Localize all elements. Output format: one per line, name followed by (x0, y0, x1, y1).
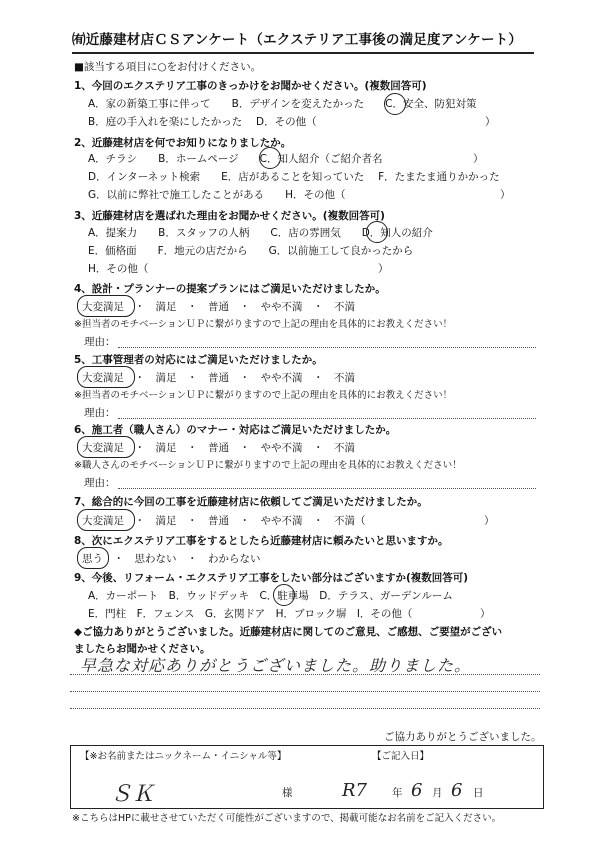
q5-question: 5、工事管理者の対応にはご満足いただけましたか。 (74, 354, 323, 366)
q5-reason-label: 理由： (84, 407, 116, 419)
closing-line-1: ◆ご協力ありがとうございました。近藤建材店に関してのご意見、ご感想、ご要望がござい (74, 626, 503, 638)
page-title: ㈲近藤建材店ＣＳアンケート（エクステリア工事後の満足度アンケート） (72, 30, 534, 54)
instruction: ■該当する項目に○をお付けください。 (74, 61, 262, 73)
q7-paren-close: ） (484, 515, 495, 527)
q5-reason-line[interactable] (118, 418, 536, 419)
q3-options-row1[interactable]: A．提案力 B．スタッフの人柄 C．店の雰囲気 D．知人の紹介 (88, 227, 433, 239)
selected-circle-mark (273, 584, 295, 606)
handwritten-comment: 早急な対応ありがとうございました。助りました。 (80, 656, 472, 675)
day-label: 日 (473, 787, 484, 799)
q2-question: 2、近藤建材店を何でお知りになりましたか。 (74, 137, 292, 149)
q1-question: 1、今回のエクステリア工事のきっかけをお聞かせください。(複数回答可) (74, 80, 427, 92)
q6-reason-line[interactable] (118, 488, 536, 489)
q3-options-row3[interactable]: H．その他（ (88, 263, 149, 275)
month-value[interactable]: 6 (411, 780, 423, 801)
selected-circle-mark (259, 147, 281, 169)
selected-oval-mark (77, 436, 135, 458)
q8-scale[interactable]: 思う ・ 思わない ・ わからない (82, 553, 261, 565)
closing-line-2: ましたらお聞かせください。 (74, 643, 211, 655)
q6-question: 6、施工者（職人さん）のマナー・対応はご満足いただけましたか。 (74, 424, 397, 436)
q4-question: 4、設計・プランナーの提案プランにはご満足いただけましたか。 (74, 283, 386, 295)
date-label: 【ご記入日】 (372, 751, 430, 762)
name-value[interactable]: ＳＫ (110, 782, 155, 807)
selected-circle-mark (384, 93, 406, 115)
name-label: 【※お名前またはニックネーム・イニシャル等】 (80, 751, 287, 762)
selected-oval-mark (77, 295, 135, 317)
q1-options-row2[interactable]: B．庭の手入れを楽にしたかった D．その他（ (88, 116, 317, 128)
q5-scale[interactable]: 大変満足 ・ 満足 ・ 普通 ・ やや不満 ・ 不満 (82, 372, 355, 384)
q1-paren-close: ） (485, 116, 496, 128)
selected-circle-mark (366, 221, 388, 243)
q4-note: ※担当者のモチベーションＵＰに繋がりますので上記の理由を具体的にお教えください！ (74, 319, 453, 330)
day-value[interactable]: 6 (451, 780, 463, 801)
q2-options-row2[interactable]: D．インターネット検索 E．店があることを知っていた F．たまたま通りかかった (88, 171, 500, 183)
q4-scale[interactable]: 大変満足 ・ 満足 ・ 普通 ・ やや不満 ・ 不満 (82, 301, 355, 313)
q2-options-row3[interactable]: G．以前に弊社で施工したことがある H．その他（ (88, 189, 346, 201)
q6-note: ※職人さんのモチベーションＵＰに繋がりますので上記の理由を具体的にお教えください！ (74, 460, 462, 471)
q6-reason-label: 理由： (84, 477, 116, 489)
q3-paren-close: ） (378, 263, 389, 275)
q7-question: 7、総合的に今回の工事を近藤建材店に依頼してご満足いただけましたか。 (74, 496, 428, 508)
selected-oval-mark (77, 366, 135, 388)
month-label: 月 (432, 787, 443, 799)
q5-note: ※担当者のモチベーションＵＰに繋がりますので上記の理由を具体的にお教えください！ (74, 390, 453, 401)
era-value[interactable]: R7 (342, 780, 368, 801)
q3-question: 3、近藤建材店を選ばれた理由をお聞かせください。(複数回答可) (74, 210, 385, 222)
thanks-text: ご協力ありがとうございました。 (384, 731, 542, 743)
q9-question: 9、今後、リフォーム・エクステリア工事をしたい部分はございますか(複数回答可) (74, 572, 469, 584)
selected-oval-mark (77, 547, 109, 569)
q2-options-row1[interactable]: A．チラシ B．ホームページ C．知人紹介（ご紹介者名 (88, 153, 383, 165)
q2-paren-close: ） (473, 153, 484, 165)
q2-paren-close: ） (500, 189, 511, 201)
sama-label: 様 (282, 787, 293, 799)
comment-line[interactable] (70, 674, 540, 675)
q4-reason-label: 理由： (84, 336, 116, 348)
comment-line[interactable] (70, 708, 540, 709)
q3-options-row2[interactable]: E．価格面 F．地元の店だから G．以前施工して良かったから (88, 245, 414, 257)
q9-paren-close: ） (480, 608, 491, 620)
footer-note: ※こちらはHPに載せさせていただく可能性がございますので、掲載可能なお名前をご記入ください。 (72, 813, 502, 824)
year-label: 年 (392, 787, 403, 799)
q9-options-row2[interactable]: E．門柱 F．フェンス G．玄関ドア H．ブロック塀 I．その他（ (88, 608, 413, 620)
q7-scale[interactable]: 大変満足 ・ 満足 ・ 普通 ・ やや不満 ・ 不満（ (82, 515, 366, 527)
q9-options-row1[interactable]: A．カーポート B．ウッドデッキ C．駐車場 D．テラス、ガーデンルーム (88, 590, 453, 602)
q1-options-row1[interactable]: A．家の新築工事に伴って B．デザインを変えたかった C．安全、防犯対策 (88, 98, 477, 110)
comment-line[interactable] (70, 691, 540, 692)
q6-scale[interactable]: 大変満足 ・ 満足 ・ 普通 ・ やや不満 ・ 不満 (82, 442, 355, 454)
q8-question: 8、次にエクステリア工事をするとしたら近藤建材店に頼みたいと思いますか。 (74, 535, 449, 547)
q4-reason-line[interactable] (118, 347, 536, 348)
selected-oval-mark (77, 509, 135, 531)
